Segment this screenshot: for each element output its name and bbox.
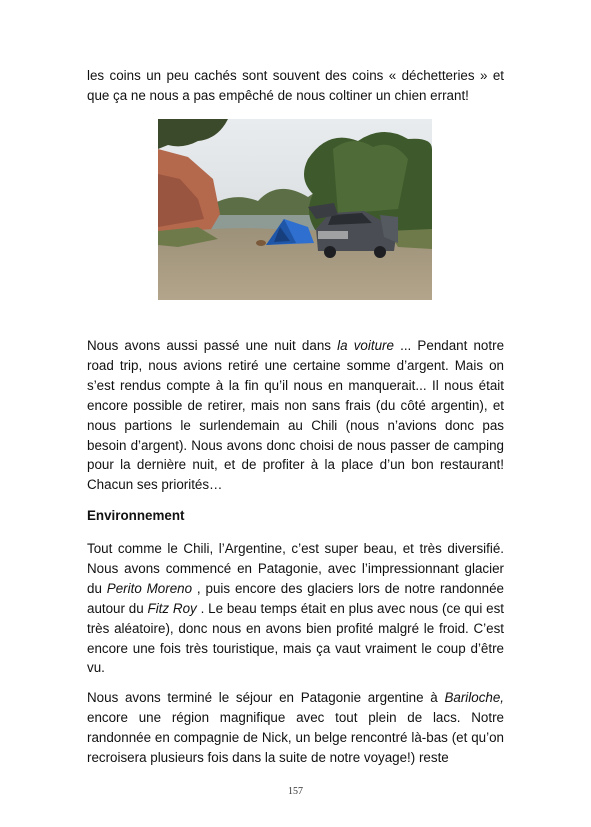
paragraph-top <box>87 66 504 106</box>
section-heading: Environnement <box>87 508 185 523</box>
paragraph-car-part1: Nous avons aussi passé une nuit dans <box>87 338 338 353</box>
paragraph-top-text: les coins un peu cachés sont souvent des coins « déchetteries » et que ça ne nous a pas empêché de nous coltiner un chien errant! <box>87 68 504 103</box>
paragraph-bariloche <box>87 688 504 768</box>
paragraph-bariloche-part2: encore une région magnifique avec tout plein de lacs. Notre randonnée en compagnie de Nick, un belge rencontré là-bas (et qu’on recroisera plusieurs fois dans la suite de notre voyage!) reste <box>87 709 504 765</box>
paragraph-car-part2: ... Pendant notre road trip, nous avions retiré une certaine somme d’argent. Mais on s’est rendus compte à la fin qu’il nous en manquerait... Il nous était encore possible de retirer, mais non sans frais (du côté argentin), et nous partions le surlendemain au Chili (nous n’avions donc pas besoin d’argent). Nous avons donc choisi de nous passer de camping pour la dernière nuit, et de profiter à la place d’un bon restaurant! Chacun ses priorités… <box>87 338 505 493</box>
paragraph-env-italic1: Perito Moreno <box>106 580 193 596</box>
paragraph-env-part3: . Le beau temps était en plus avec nous (ce qui est très aléatoire), donc nous en avons bien profité malgré le froid. C’est encore une fois très touristique, mais ça vaut vraiment le coup d’être vu. <box>87 600 504 676</box>
paragraph-bariloche-italic: Bariloche, <box>444 690 504 705</box>
paragraph-car-italic: la voiture <box>337 338 394 353</box>
page-number: 157 <box>288 786 303 797</box>
paragraph-car <box>87 336 504 495</box>
paragraph-environment <box>87 539 504 678</box>
camping-photo <box>158 119 432 300</box>
paragraph-env-part1: Tout comme le Chili, l’Argentine, c’est super beau, et très diversifié. Nous avons commencé en Patagonie, avec l’impressionnant glacier du <box>87 541 504 596</box>
paragraph-env-part2: , puis encore des glaciers lors de notre randonnée autour du <box>87 580 504 616</box>
paragraph-env-italic2: Fitz Roy <box>147 600 197 616</box>
paragraph-bariloche-part1: Nous avons terminé le séjour en Patagonie argentine à <box>87 690 445 705</box>
